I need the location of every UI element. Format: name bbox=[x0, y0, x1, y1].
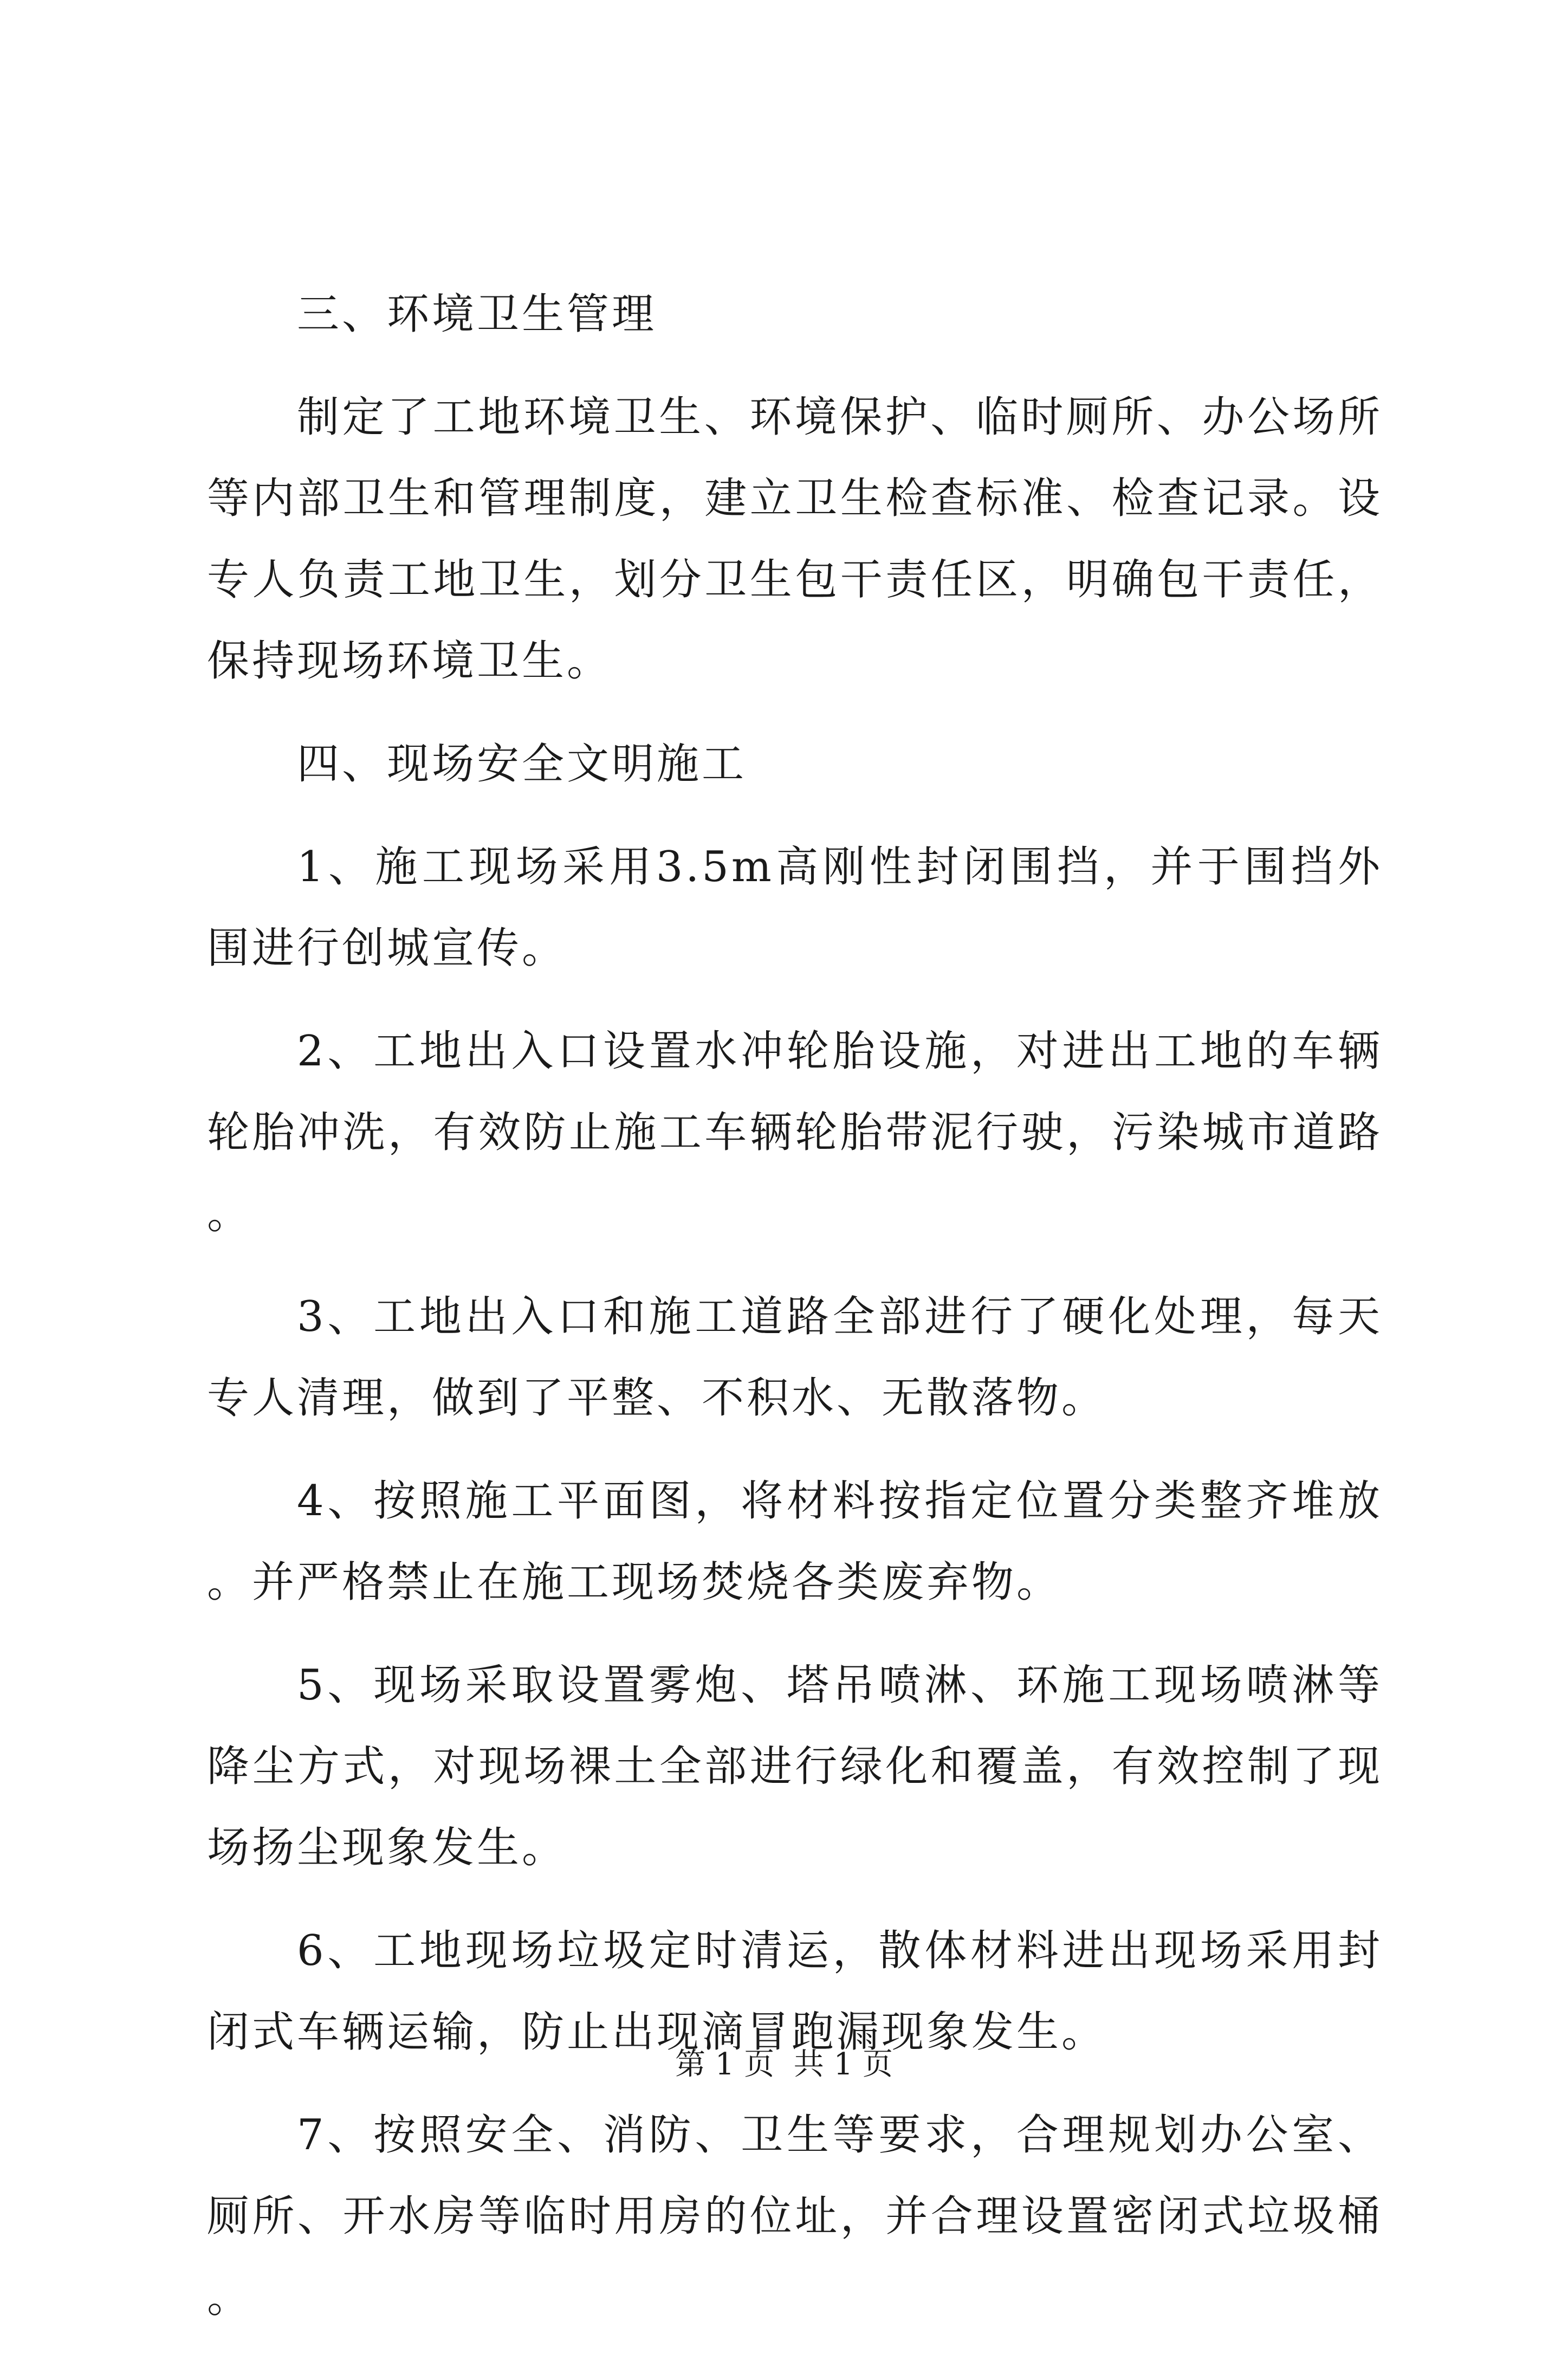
list-item-1: 1、施工现场采用3.5m高刚性封闭围挡，并于围挡外围进行创城宣传。 bbox=[207, 843, 1383, 973]
list-item-6: 6、工地现场垃圾定时清运，散体材料进出现场采用封闭式车辆运输，防止出现滴冒跑漏现象发生。 bbox=[207, 1926, 1383, 2057]
list-item-4: 4、按照施工平面图，将材料按指定位置分类整齐堆放。并严格禁止在施工现场焚烧各类废弃物。 bbox=[207, 1477, 1383, 1607]
page-number-label: 第 1 页 共 1 页 bbox=[675, 2047, 893, 2082]
section-heading-safe-construction: 四、现场安全文明施工 bbox=[297, 740, 747, 788]
list-item-3: 3、工地出入口和施工道路全部进行了硬化处理，每天专人清理，做到了平整、不积水、无散落物。 bbox=[207, 1292, 1383, 1423]
list-item-5: 5、现场采取设置雾炮、塔吊喷淋、环施工现场喷淋等降尘方式，对现场裸土全部进行绿化和覆盖，有效控制了现场扬尘现象发生。 bbox=[207, 1661, 1383, 1872]
page-footer bbox=[0, 2043, 1568, 2086]
list-item-7: 7、按照安全、消防、卫生等要求，合理规划办公室、厕所、开水房等临时用房的位址，并合理设置密闭式垃圾桶。 bbox=[207, 2111, 1383, 2322]
list-item-2: 2、工地出入口设置水冲轮胎设施，对进出工地的车辆轮胎冲洗，有效防止施工车辆轮胎带泥行驶，污染城市道路。 bbox=[207, 1027, 1383, 1238]
paragraph-hygiene-management: 制定了工地环境卫生、环境保护、临时厕所、办公场所等内部卫生和管理制度，建立卫生检查标准、检查记录。设专人负责工地卫生，划分卫生包干责任区，明确包干责任，保持现场环境卫生。 bbox=[207, 393, 1383, 686]
section-heading-environment-hygiene: 三、环境卫生管理 bbox=[297, 290, 657, 339]
